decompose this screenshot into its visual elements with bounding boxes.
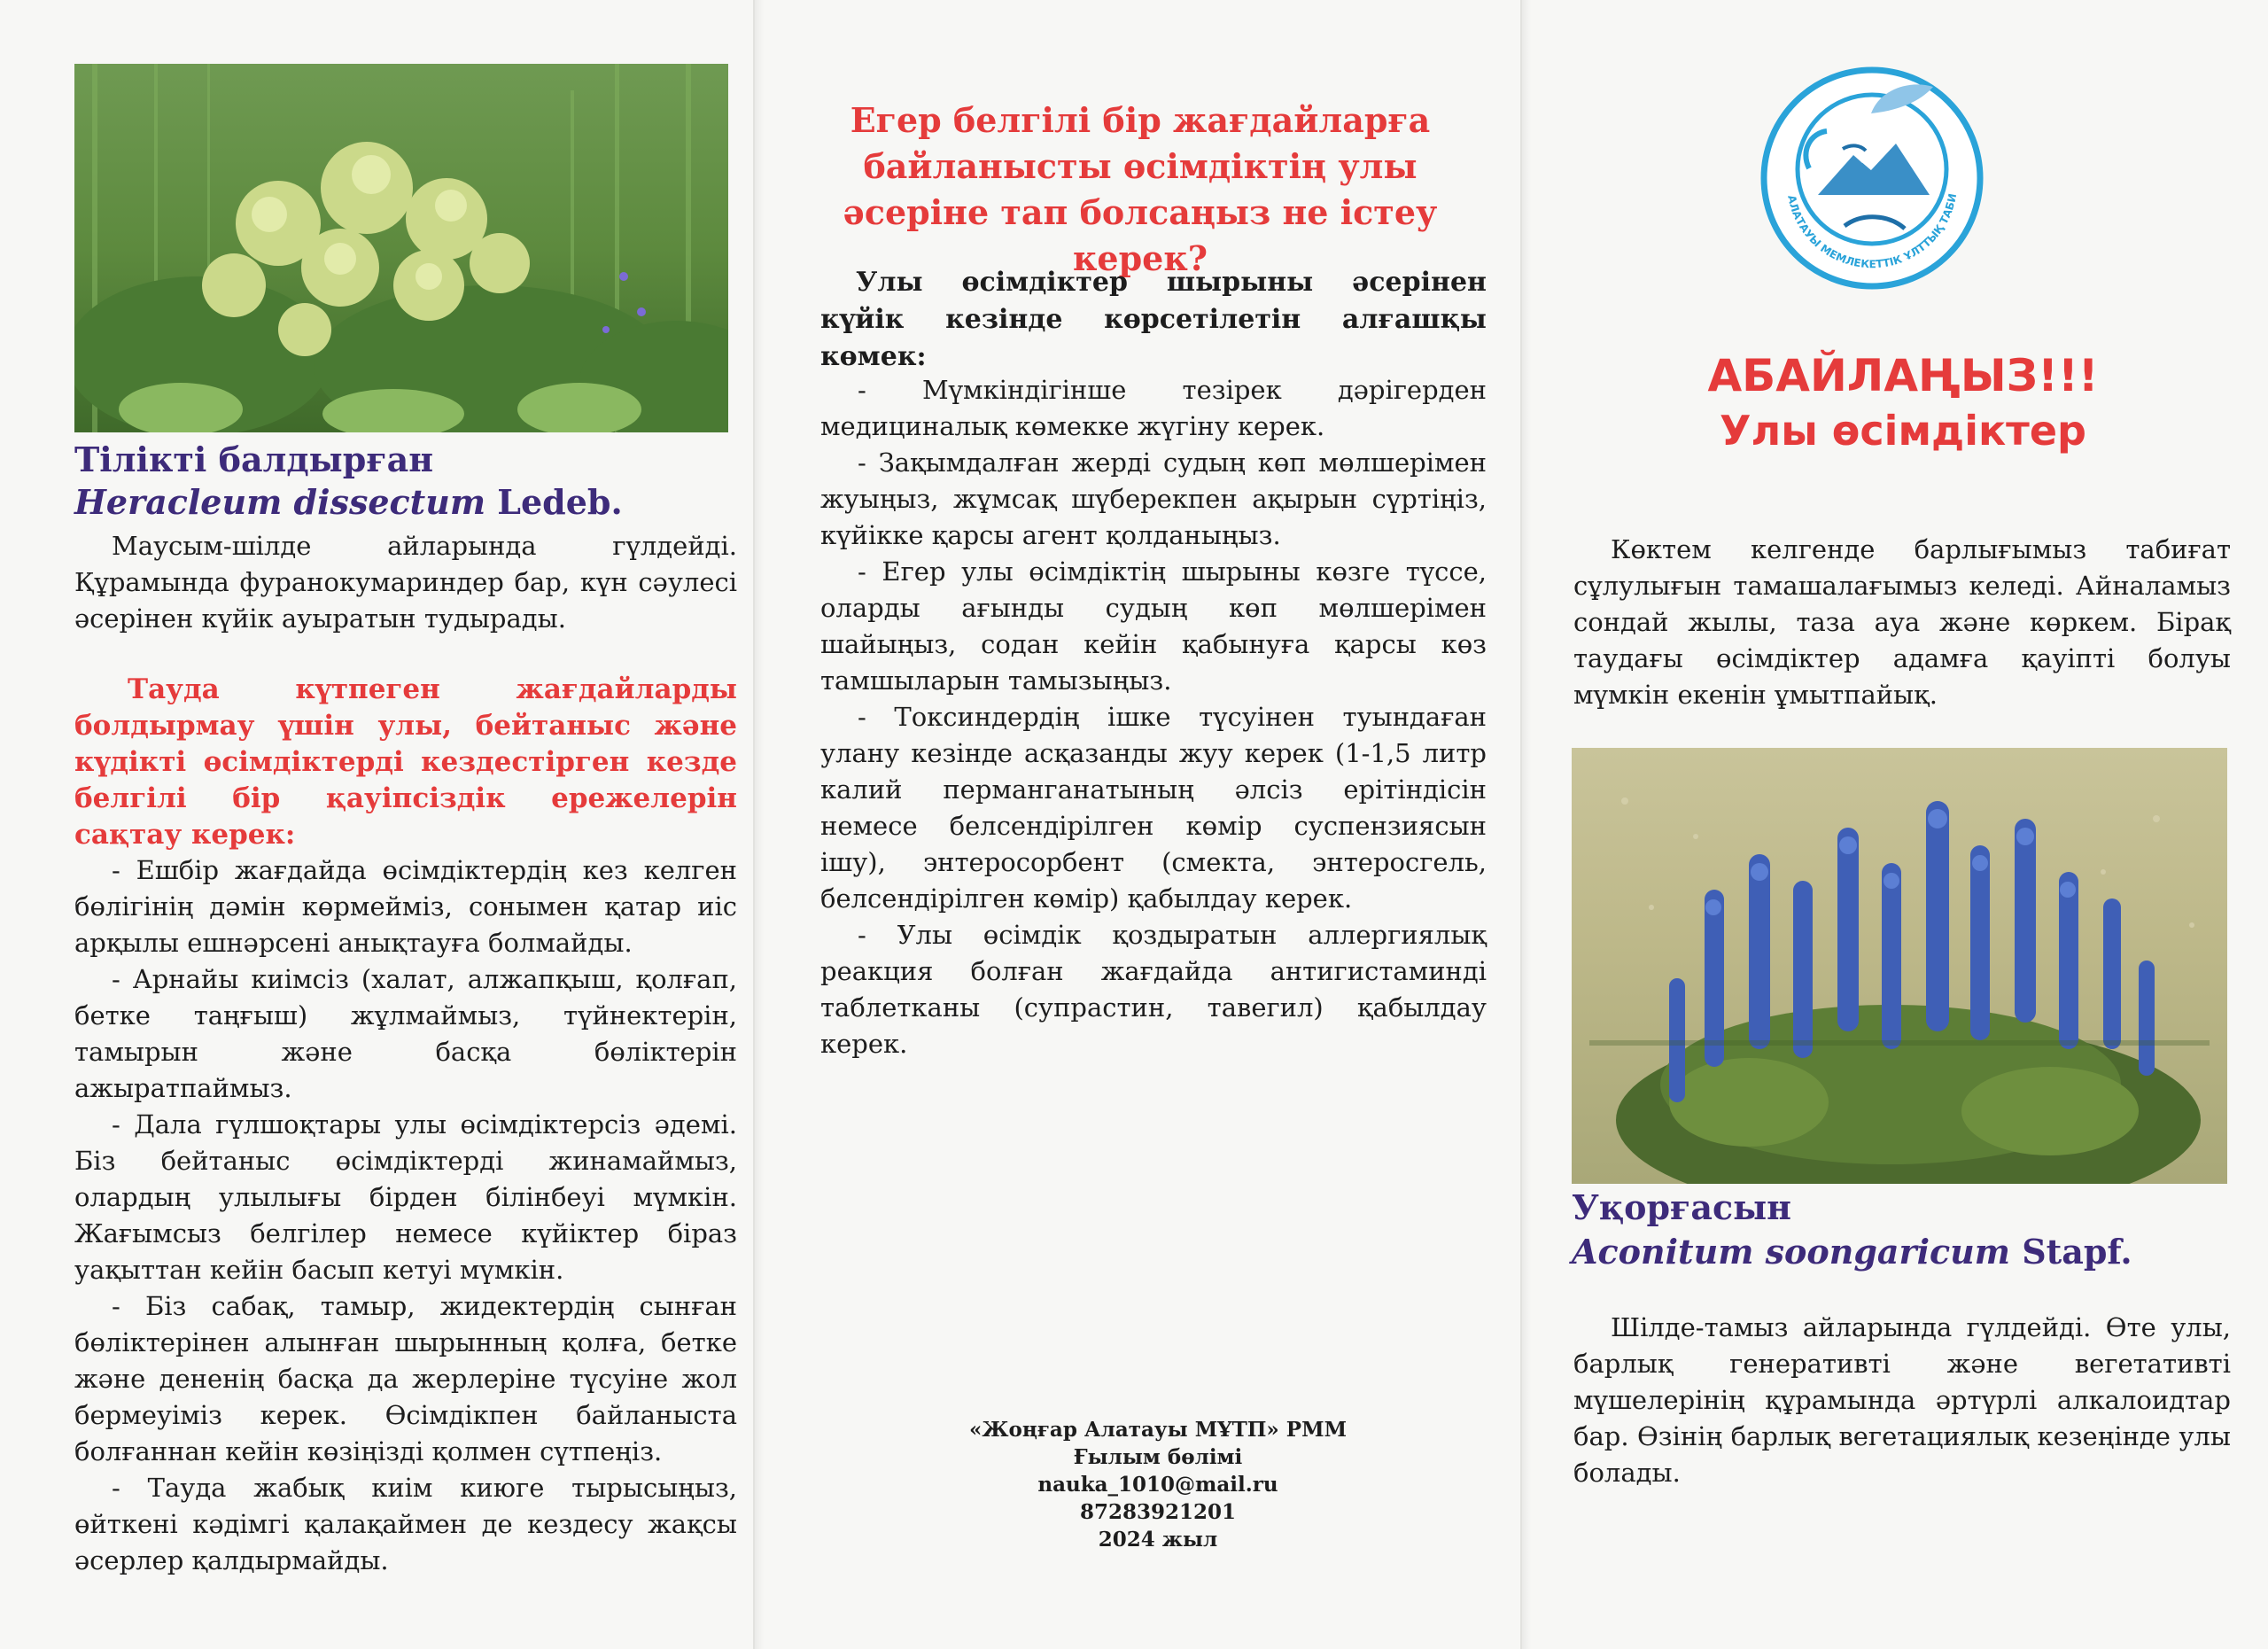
first-aid-heading [820,264,1487,376]
heracleum-author: Ledeb. [497,482,623,522]
warning-title [1575,347,2231,457]
warning-title-line2: Улы өсімдіктер [1720,407,2086,455]
aconitum-description [1573,1310,2231,1491]
aconitum-photo [1572,748,2227,1184]
heracleum-title: Тілікті балдырған [74,439,434,479]
safety-rule: - Біз сабақ, тамыр, жидектердің сынған бөліктерінен алынған шырынның қолға, бетке және дененің басқа да жерлеріне түсуіне жол бермеуіміз керек. Өсімдікпен байланыста болғаннан кейін көзіңізді қолмен сүтпеңіз. [74,1291,737,1466]
safety-rules [74,852,737,1579]
intro-paragraph: Көктем келгенде барлығымыз табиғат сұлулығын тамашалағымыз келеді. Айналамыз сондай жылы, таза ауа және көркем. Бірақ таудағы өсімдіктер адамға қауіпті болуы мүмкін екенін ұмытпайық. [1573,534,2231,710]
heracleum-description [74,528,737,637]
logo-text: АЛАТАУЫ МЕМЛЕКЕТТІК ҰЛТТЫҚ ТАБИ [1785,192,1960,271]
safety-rule: - Тауда жабық киім киюге тырысыңыз, өйткені кәдімгі қалақаймен де кездесу жақсы әсерлер қалдырмайды. [74,1473,737,1575]
first-aid-steps [820,372,1487,1062]
aconitum-author: Stapf. [2022,1232,2132,1272]
heracleum-description-text: Маусым-шілде айларында гүлдейді. Құрамында фуранокумариндер бар, күн сәулесі әсерінен күйік ауыратын тудырады. [74,531,737,634]
first-aid-step: - Токсиндердің ішке түсуінен туындаған улану кезінде асқазанды жуу керек (1-1,5 литр калий перманганатының әлсіз ерітіндісін немесе белсендірілген көмір суспензиясын ішу), энтеросорбент (смекта, энтеросгель, белсендірілген көмір) қабылдау керек. [820,702,1487,914]
park-logo [1756,62,1988,294]
first-aid-step: - Улы өсімдік қоздыратын аллергиялық реакция болған жағдайда антигистаминді таблетканы (супрастин, тавегил) қабылдау керек. [820,920,1487,1059]
first-aid-step: - Егер улы өсімдіктің шырыны көзге түссе, оларды ағынды судың көп мөлшерімен шайыңыз, содан кейін қабынуға қарсы көз тамшыларын тамызыңыз. [820,556,1487,696]
aconitum-latin [1572,1230,2227,1274]
intro-text [1573,532,2231,713]
fold-shadow [755,0,764,1649]
footer-year: 2024 жыл [1098,1528,1218,1552]
first-aid-step: - Зақымдалған жерді судың көп мөлшерімен жуыңыз, жұмсақ шүберекпен ақырын сүртіңіз, күйікке қарсы агент қолданыңыз. [820,447,1487,550]
aconitum-title: Уқорғасын [1572,1187,1791,1227]
footer-email[interactable]: nauka_1010@mail.ru [1037,1473,1278,1497]
footer-org: «Жоңғар Алатауы МҰТП» РММ [968,1418,1348,1442]
safety-rule: - Дала гүлшоқтары улы өсімдіктерсіз әдемі. Біз бейтаныс өсімдіктерді жинамаймыз, олардың улылығы бірден білінбеуі мүмкін. Жағымсыз белгілер немесе күйіктер біраз уақыттан кейін басып кетуі мүмкін. [74,1109,737,1285]
safety-rule: - Ешбір жағдайда өсімдіктердің кез келген бөлігінің дәмін көрмейміз, сонымен қатар иіс арқылы ешнәрсені анықтауға болмайды. [74,855,737,958]
middle-panel [753,0,1522,1649]
question-heading: Егер белгілі бір жағдайларға байланысты өсімдіктің улы әсеріне тап болсаңыз не істеу керек? [843,100,1438,278]
warning-title-line1: АБАЙЛАҢЫЗ!!! [1707,350,2099,401]
aconitum-description-text: Шілде-тамыз айларында гүлдейді. Өте улы, барлық генеративті және вегетативті мүшелерінің құрамында әртүрлі алкалоидтар бар. Өзінің барлық вегетациялық кезеңінде улы болады. [1573,1312,2231,1488]
fold-shadow [1522,0,1531,1649]
safety-warning-text: Тауда күтпеген жағдайларды болдырмау үшін улы, бейтаныс және күдікті өсімдіктерді кездестірген кезде белгілі бір қауіпсіздік ережелерін сақтау керек: [74,673,737,851]
heracleum-photo [74,64,728,432]
aconitum-latin-name: Aconitum soongaricum [1572,1232,2010,1272]
heracleum-latin [74,480,730,525]
footer-phone: 87283921201 [1079,1500,1237,1524]
heracleum-latin-name: Heracleum dissectum [74,482,486,522]
safety-warning [74,672,737,853]
safety-rule: - Арнайы киімсіз (халат, алжапқыш, қолғап, бетке таңғыш) жұлмаймыз, түйнектерін, тамырын және басқа бөліктерін ажыратпаймыз. [74,964,737,1103]
contact-footer [959,1416,1357,1553]
right-panel [1520,0,2268,1649]
footer-dept: Ғылым бөлімі [1073,1445,1243,1469]
left-panel [0,0,753,1649]
first-aid-step: - Мүмкіндігінше тезірек дәрігерден медициналық көмекке жүгіну керек. [820,375,1487,441]
first-aid-heading-text: Улы өсімдіктер шырыны әсерінен күйік кезінде көрсетілетін алғашқы көмек: [820,267,1487,372]
